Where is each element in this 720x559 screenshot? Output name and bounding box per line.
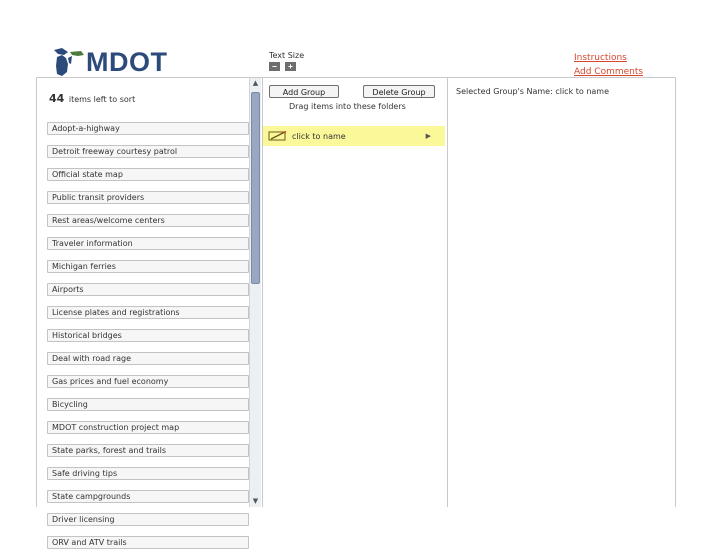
decrease-text-button[interactable]: − [269, 62, 280, 71]
sort-item[interactable]: Rest areas/welcome centers [47, 214, 249, 227]
sort-item[interactable]: Michigan ferries [47, 260, 249, 273]
items-left-label: items left to sort [68, 95, 136, 104]
sort-item[interactable]: Bicycling [47, 398, 249, 411]
sort-item[interactable]: Deal with road rage [47, 352, 249, 365]
items-panel [37, 78, 262, 547]
sort-item[interactable]: ORV and ATV trails [47, 536, 249, 549]
sort-item[interactable]: Adopt-a-highway [47, 122, 249, 135]
items-scrollbar[interactable] [249, 78, 261, 507]
pencil-icon [268, 130, 288, 142]
selected-group-name: Selected Group's Name: click to name [456, 87, 610, 96]
drag-hint: Drag items into these folders [289, 102, 406, 111]
sort-item[interactable]: License plates and registrations [47, 306, 249, 319]
sort-item[interactable]: Gas prices and fuel economy [47, 375, 249, 388]
increase-text-button[interactable]: + [285, 62, 296, 71]
sort-item[interactable]: Airports [47, 283, 249, 296]
top-links [574, 51, 643, 79]
text-size-label: Text Size [269, 51, 305, 60]
groups-panel [263, 78, 447, 507]
michigan-map-icon [48, 46, 86, 78]
expand-arrow-icon[interactable]: ▶ [425, 132, 431, 140]
add-group-button[interactable]: Add Group [269, 85, 339, 98]
sort-item[interactable]: Official state map [47, 168, 249, 181]
items-left-count [49, 92, 135, 105]
sort-item[interactable]: Public transit providers [47, 191, 249, 204]
group-folder[interactable] [263, 126, 445, 146]
items-list [47, 122, 249, 559]
sort-item[interactable]: Safe driving tips [47, 467, 249, 480]
sort-item[interactable]: Driver licensing [47, 513, 249, 526]
sort-item[interactable]: MDOT construction project map [47, 421, 249, 434]
scrollbar-thumb[interactable] [251, 92, 260, 284]
scroll-up-icon[interactable]: ▲ [252, 79, 259, 87]
sort-item[interactable]: State campgrounds [47, 490, 249, 503]
card-sort-frame [36, 77, 676, 547]
add-comments-link[interactable]: Add Comments [574, 67, 644, 77]
group-name[interactable]: click to name [292, 131, 346, 141]
delete-group-button[interactable]: Delete Group [363, 85, 435, 98]
sort-item[interactable]: Detroit freeway courtesy patrol [47, 145, 249, 158]
group-detail-panel [448, 78, 675, 507]
logo-text: MDOT [86, 46, 168, 77]
text-size-control [269, 51, 304, 71]
sort-item[interactable]: Traveler information [47, 237, 249, 250]
scroll-down-icon[interactable]: ▼ [252, 497, 259, 505]
sort-item[interactable]: State parks, forest and trails [47, 444, 249, 457]
items-left-number: 44 [49, 92, 65, 105]
mdot-logo [48, 46, 167, 78]
instructions-link[interactable]: Instructions [574, 53, 627, 63]
sort-item[interactable]: Historical bridges [47, 329, 249, 342]
